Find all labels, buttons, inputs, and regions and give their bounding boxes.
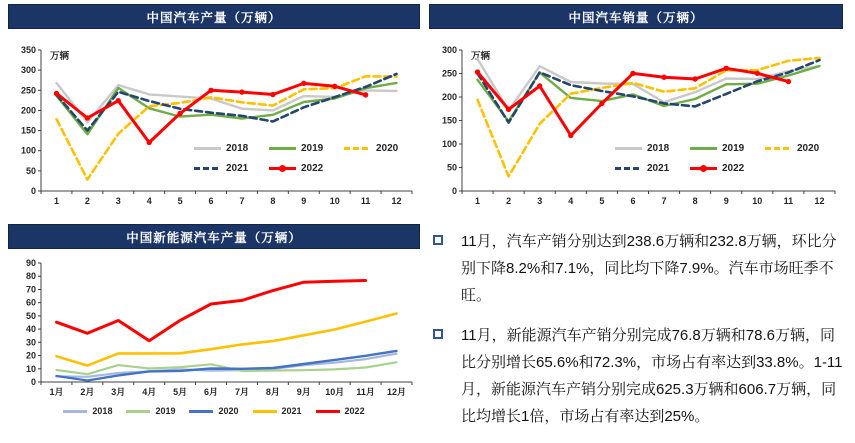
svg-text:4: 4 (146, 196, 152, 206)
svg-text:50: 50 (25, 165, 36, 176)
svg-text:20: 20 (25, 350, 36, 361)
legend-item-2019: 2019 (126, 404, 175, 418)
sales-chart-title: 中国汽车销量（万辆） (429, 4, 843, 29)
svg-text:2: 2 (84, 196, 90, 206)
svg-text:10: 10 (25, 363, 36, 374)
legend-item-2020: 2020 (344, 138, 419, 158)
svg-text:10月: 10月 (325, 387, 345, 397)
svg-text:50: 50 (446, 162, 457, 173)
legend-item-2018: 2018 (63, 404, 112, 418)
nev-production-chart (8, 255, 420, 403)
production-chart-legend (194, 138, 420, 178)
legend-line-sample (615, 147, 642, 150)
svg-text:80: 80 (25, 271, 36, 282)
svg-text:6月: 6月 (204, 387, 219, 397)
legend-line-sample (765, 147, 792, 150)
legend-item-2019: 2019 (269, 138, 344, 158)
svg-text:0: 0 (451, 186, 457, 196)
svg-text:200: 200 (441, 92, 457, 102)
legend-item-2018: 2018 (194, 138, 269, 158)
svg-text:12: 12 (814, 196, 825, 206)
svg-text:11: 11 (783, 196, 794, 206)
svg-text:10: 10 (752, 196, 763, 206)
svg-text:9月: 9月 (296, 387, 311, 397)
svg-text:2: 2 (506, 196, 512, 206)
production-chart-title: 中国汽车产量（万辆） (8, 4, 420, 29)
legend-line-sample (63, 410, 87, 413)
nev-production-chart-legend (8, 404, 420, 418)
svg-text:5: 5 (177, 196, 183, 206)
svg-text:0: 0 (30, 377, 36, 387)
svg-text:万辆: 万辆 (50, 51, 70, 62)
legend-line-sample (269, 167, 296, 170)
left-column (8, 4, 420, 443)
legend-line-sample (615, 167, 642, 170)
svg-text:3: 3 (537, 196, 543, 206)
svg-text:50: 50 (25, 310, 36, 321)
svg-text:1: 1 (53, 196, 59, 206)
svg-text:90: 90 (25, 258, 36, 268)
production-chart-container (8, 42, 420, 212)
note-item (431, 228, 843, 309)
legend-line-sample (194, 147, 221, 150)
svg-text:30: 30 (25, 337, 36, 348)
svg-text:250: 250 (20, 85, 36, 96)
legend-marker-dot (700, 165, 707, 172)
svg-text:2月: 2月 (80, 387, 95, 397)
legend-item-2021: 2021 (615, 158, 690, 178)
svg-text:8: 8 (692, 196, 698, 206)
legend-line-sample (189, 410, 213, 413)
right-column (429, 4, 843, 443)
bullet-square-icon (433, 329, 443, 339)
svg-text:5: 5 (599, 196, 605, 206)
svg-text:7: 7 (239, 196, 245, 206)
svg-text:3: 3 (115, 196, 121, 206)
svg-text:8: 8 (270, 196, 276, 206)
legend-line-sample (126, 410, 150, 413)
svg-text:12: 12 (391, 196, 402, 206)
svg-text:4: 4 (568, 196, 574, 206)
svg-text:4月: 4月 (142, 387, 157, 397)
svg-text:1月: 1月 (49, 387, 64, 397)
legend-item-2018: 2018 (615, 138, 690, 158)
svg-text:7月: 7月 (234, 387, 249, 397)
svg-text:150: 150 (441, 115, 457, 126)
svg-text:7: 7 (661, 196, 667, 206)
legend-line-sample (690, 147, 717, 150)
sales-chart-container (429, 42, 843, 212)
svg-text:11月: 11月 (356, 387, 375, 397)
svg-text:6: 6 (630, 196, 636, 206)
legend-line-sample (253, 410, 277, 413)
svg-text:100: 100 (441, 139, 457, 149)
svg-text:万辆: 万辆 (471, 51, 491, 62)
svg-text:5月: 5月 (173, 387, 188, 397)
svg-text:9: 9 (301, 196, 307, 206)
legend-line-sample (690, 167, 717, 170)
legend-line-sample (316, 410, 340, 413)
svg-text:300: 300 (441, 45, 457, 55)
legend-item-2020: 2020 (765, 138, 840, 158)
legend-item-2022: 2022 (316, 404, 365, 418)
nev-production-chart-title: 中国新能源汽车产量（万辆） (8, 224, 420, 249)
note-text: 11月，新能源汽车产销分别完成76.8万辆和78.6万辆，同比分别增长65.6%和72.3%，市场占有率达到33.8%。1-11月，新能源汽车产销分别完成625.3万辆和606.7万辆，同比均增长1倍，市场占有率达到25%。 (461, 327, 843, 425)
legend-item-2019: 2019 (690, 138, 765, 158)
svg-text:6: 6 (208, 196, 214, 206)
svg-text:200: 200 (20, 105, 36, 116)
legend-marker-dot (279, 165, 286, 172)
summary-notes (431, 228, 843, 443)
svg-text:300: 300 (20, 65, 36, 76)
legend-item-2022: 2022 (269, 158, 344, 178)
svg-text:60: 60 (25, 297, 36, 308)
legend-line-sample (269, 147, 296, 150)
svg-text:350: 350 (20, 45, 36, 55)
bullet-square-icon (433, 235, 443, 245)
svg-text:1: 1 (475, 196, 481, 206)
legend-line-sample (194, 167, 221, 170)
svg-text:70: 70 (25, 284, 36, 295)
svg-text:9: 9 (723, 196, 729, 206)
svg-text:0: 0 (30, 186, 36, 196)
svg-text:150: 150 (20, 125, 36, 136)
svg-text:100: 100 (20, 145, 36, 156)
note-text: 11月，汽车产销分别达到238.6万辆和232.8万辆，环比分别下降8.2%和7.1%，同比均下降7.9%。汽车市场旺季不旺。 (461, 233, 837, 304)
production-chart (8, 42, 420, 212)
svg-text:8月: 8月 (265, 387, 280, 397)
svg-text:250: 250 (441, 68, 457, 79)
svg-text:12月: 12月 (387, 387, 407, 397)
svg-text:40: 40 (25, 324, 36, 335)
sales-chart-legend (615, 138, 841, 178)
svg-text:10: 10 (329, 196, 340, 206)
sales-chart (429, 42, 843, 212)
legend-line-sample (344, 147, 371, 150)
legend-item-2021: 2021 (253, 404, 302, 418)
legend-item-2021: 2021 (194, 158, 269, 178)
svg-text:11: 11 (360, 196, 371, 206)
svg-text:3月: 3月 (111, 387, 126, 397)
legend-item-2022: 2022 (690, 158, 765, 178)
legend-item-2020: 2020 (189, 404, 238, 418)
note-item (431, 322, 843, 430)
nev-production-chart-container (8, 255, 420, 418)
